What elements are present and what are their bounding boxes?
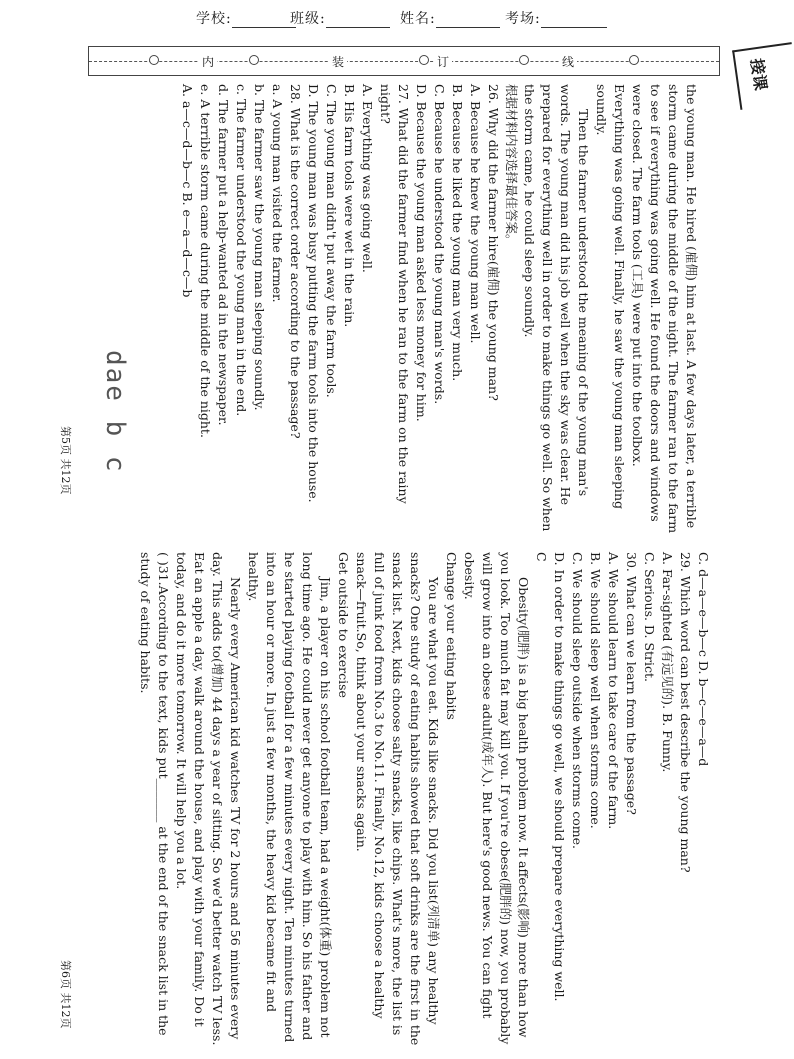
binding-line	[88, 46, 720, 76]
school-field[interactable]	[196, 8, 296, 28]
right-page-column	[136, 552, 712, 1052]
left-column-line: 根据材料内容选择最佳答案。	[504, 84, 519, 247]
right-column-line: Get outside to exercise	[336, 552, 351, 698]
school-label: 学校:	[196, 11, 232, 27]
left-column-line: A. a—c—d—b—c B. e—a—d—c—b	[180, 84, 195, 298]
stamp-text: 接课	[747, 57, 771, 92]
right-column-line: C. We should sleep outside when storms come.	[570, 552, 585, 849]
name-label: 姓名:	[400, 11, 436, 27]
right-column-line: You are what you eat. Kids like snacks. Did you list(列清单) any healthy snacks? One study of eating habits showed that soft drinks are the first in the snack list. Next, kids choose salty snacks, like chips. What's more, the list is full of junk food from No.3 to No.11. Finally, No.12, kids choose a healthy snack—fruit.So, think about your snacks again.	[354, 552, 441, 1046]
right-column-line: D. In order to make things go well, we should prepare everything well.	[552, 552, 567, 1002]
left-column-line: B. His farm tools were wet in the rain.	[342, 84, 357, 328]
binding-label-bind: 装	[329, 53, 347, 70]
binding-label-staple: 订	[434, 53, 452, 70]
left-column-line: A. Everything was going well.	[360, 84, 375, 273]
left-column-line: A. Because he knew the young man well.	[468, 84, 483, 344]
left-column-line: a. A young man visited the farmer.	[270, 84, 285, 303]
name-field[interactable]	[400, 8, 500, 28]
right-column-line: A. Far-sighted (有远见的). B. Funny.	[660, 552, 675, 773]
left-column-line: 28. What is the correct order according to the passage?	[288, 84, 303, 439]
left-column-line: D. The young man was busy putting the farm tools into the house.	[306, 84, 321, 503]
corner-stamp	[732, 42, 794, 110]
left-column-line: C. The young man didn't put away the farm tools.	[324, 84, 339, 398]
right-column-line: 29. Which word can best describe the young man?	[678, 552, 693, 873]
page-number-left: 第5页 共12页	[59, 426, 72, 495]
left-column-line: c. The farmer understood the young man in the end.	[234, 84, 249, 417]
right-column-line: Jim, a player on his school football team, had a weight(体重) problem not long time ago. He could never get anyone to play with him. So his father and he started playing football for a few minutes every night. Ten minutes turned into an hour or more. In just a few months, the heavy kid became fit and healthy.	[246, 552, 333, 1043]
left-column-line: d. The farmer put a help-wanted ad in the newspaper.	[216, 84, 231, 426]
right-column-line: C	[534, 552, 549, 562]
class-label: 班级:	[290, 11, 326, 27]
page-number-right: 第6页 共12页	[59, 960, 72, 1029]
left-page-column	[178, 84, 700, 534]
right-column-line: 30. What can we learn from the passage?	[624, 552, 639, 815]
left-column-line: 26. Why did the farmer hire(雇佣) the young man?	[486, 84, 501, 401]
class-field[interactable]	[290, 8, 390, 28]
right-column-line: ( )31.According to the text, kids put_______ at the end of the snack list in the study of eating habits.	[138, 552, 171, 1036]
left-column-line: B. Because he liked the young man very much.	[450, 84, 465, 382]
binding-label-inner: 内	[199, 53, 217, 70]
right-column-line: Obesity(肥胖) is a big health problem now. It affects(影响) more than how you look. Too much fat may kill you. If you're obese(肥胖的) now, you probably will grow into an obese adult(成年人). But here's good news. You can fight obesity.	[462, 552, 531, 1045]
left-column-line: D. Because the young man asked less money for him.	[414, 84, 429, 422]
left-column-line: Then the farmer understood the meaning of the young man's words. The young man did his job well when the sky was clear. He prepared for everything well in order to make things go well. So when the storm came, he could sleep soundly.	[522, 84, 591, 532]
right-column-line: A. We should learn to take care of the farm.	[606, 552, 621, 830]
left-column-line: the young man. He hired (雇佣) him at last. A few days later, a terrible storm came during the middle of the night. The farmer ran to the farm to see if everything was going well. He found the doors and windows were closed. The farm tools (工具) were put into the toolbox. Everything was going well. Finally, he saw the young man sleeping soundly.	[594, 84, 699, 534]
exam-header	[0, 8, 794, 34]
right-column-line: Change your eating habits	[444, 552, 459, 720]
room-label: 考场:	[505, 11, 541, 27]
binding-label-line: 线	[559, 53, 577, 70]
right-column-line: C. Serious. D. Strict.	[642, 552, 657, 683]
right-column-line: C. d—a—e—b—c D. b—c—e—a—d	[696, 552, 711, 767]
left-column-line: b. The farmer saw the young man sleeping soundly.	[252, 84, 267, 411]
room-field[interactable]	[505, 8, 607, 28]
right-column-line: B. We should sleep well when storms come.	[588, 552, 603, 829]
handwritten-answer: dae b c	[100, 350, 130, 474]
left-column-line: e. A terrible storm came during the middle of the night.	[198, 84, 213, 438]
left-column-line: 27. What did the farmer find when he ran to the farm on the rainy night?	[378, 84, 411, 504]
left-column-line: C. Because he understood the young man's words.	[432, 84, 447, 405]
right-column-line: Nearly every American kid watches TV for 2 hours and 56 minutes every day. This adds to(增加) 44 days a year of sitting. So we'd better watch TV less. Eat an apple a day, walk around the house, and play with your family. Do it today, and do it more tomorrow. It will help you a lot.	[174, 552, 243, 1046]
